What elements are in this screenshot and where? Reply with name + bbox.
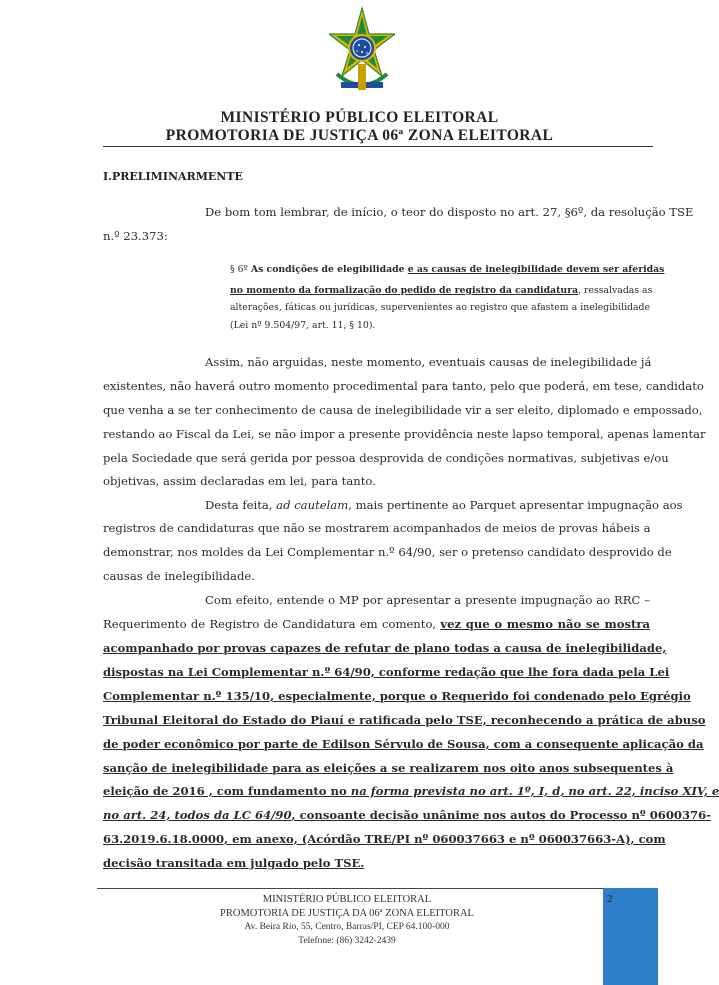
- paragraph-2-line: objetivas, assim declaradas em lei, para tanto.: [103, 474, 376, 488]
- paragraph-4-bold-underlined: Complementar n.º 135/10, especialmente, porque o Requerido foi condenado pelo Egrégio: [103, 689, 691, 703]
- paragraph-4-line: [103, 784, 719, 798]
- paragraph-4-bold-underlined: dispostas na Lei Complementar n.º 64/90, conforme redação que lhe fora dada pela Lei: [103, 665, 670, 679]
- paragraph-4-bold-underlined: Tribunal Eleitoral do Estado do Piauí e ratificada pelo TSE, reconhecendo a prática de abuso: [103, 713, 706, 727]
- quote-bold-underlined: e as causas de inelegibilidade devem ser aferidas: [407, 264, 665, 275]
- header-divider: [103, 146, 653, 147]
- paragraph-4-line: [103, 689, 691, 703]
- paragraph-4-text: Requerimento de Registro de Candidatura em comento,: [103, 617, 441, 631]
- paragraph-4-line: [103, 617, 650, 631]
- paragraph-4-bold-underlined: sanção de inelegibilidade para as eleições a se realizarem nos oito anos subsequentes à: [103, 761, 674, 775]
- paragraph-3-line: causas de inelegibilidade.: [103, 569, 255, 583]
- paragraph-4-bold-underlined: eleição de 2016 , com fundamento no: [103, 784, 351, 798]
- paragraph-4-line: [103, 641, 667, 655]
- paragraph-1-line: n.º 23.373:: [103, 229, 168, 243]
- paragraph-4-line: [103, 856, 650, 870]
- paragraph-3-line: [205, 498, 683, 512]
- quote-line: [230, 264, 665, 275]
- paragraph-4-bold-underlined: , consoante decisão unânime nos autos do Processo nº 0600376-: [291, 808, 711, 822]
- paragraph-3-text: Desta feita,: [205, 498, 277, 512]
- footer-address: Av. Beira Rio, 55, Centro, Barras/PI, CEP 64.100-000: [244, 922, 450, 932]
- paragraph-4-bold-italic-underlined: no art. 24, todos da LC 64/90: [103, 808, 292, 822]
- footer-ministry: MINISTÉRIO PÚBLICO ELEITORAL: [262, 894, 432, 905]
- quote-bold: As condições de elegibilidade: [250, 264, 408, 275]
- paragraph-4-line: [103, 832, 666, 846]
- paragraph-1-line: De bom tom lembrar, de início, o teor do disposto no art. 27, §6º, da resolução TSE: [205, 205, 694, 219]
- section-title: I.PRELIMINARMENTE: [103, 170, 243, 183]
- paragraph-4-bold-italic-underlined: na forma prevista no art. 1º, I, d, no art. 22, inciso XIV, e: [350, 784, 719, 798]
- paragraph-4-line: [103, 761, 674, 775]
- paragraph-4-line: [103, 737, 704, 751]
- paragraph-2-line: restando ao Fiscal da Lei, se não impor a presente providência neste lapso temporal, apenas lamentar: [103, 427, 706, 441]
- quote-line: [230, 285, 653, 296]
- footer-divider: [97, 888, 657, 889]
- header-promotoria-title: PROMOTORIA DE JUSTIÇA 06ª ZONA ELEITORAL: [165, 127, 554, 144]
- paragraph-4-line: [103, 713, 706, 727]
- paragraph-2-line: Assim, não arguidas, neste momento, eventuais causas de inelegibilidade já: [205, 355, 652, 369]
- quote-section-mark: § 6º: [230, 264, 251, 275]
- page-number: 2: [607, 893, 613, 905]
- quote-line: (Lei nº 9.504/97, art. 11, § 10).: [230, 320, 376, 331]
- footer-phone: Telefone: (86) 3242-2439: [298, 936, 396, 946]
- paragraph-4-bold-underlined: de poder econômico por parte de Edilson Sérvulo de Sousa, com a consequente aplicação da: [103, 737, 704, 751]
- paragraph-3-line: registros de candidaturas que não se mostrarem acompanhados de meios de provas hábeis a: [103, 521, 651, 535]
- quote-bold-underlined: no momento da formalização do pedido de registro da candidatura: [230, 285, 579, 296]
- paragraph-4-line: [103, 808, 711, 822]
- paragraph-4-bold-underlined: acompanhado por provas capazes de refutar de plano todas a causa de inelegibilidade,: [103, 641, 667, 655]
- paragraph-3-text: , mais pertinente ao Parquet apresentar impugnação aos: [348, 498, 683, 512]
- quote-line: alterações, fáticas ou jurídicas, supervenientes ao registro que afastem a inelegibilidade: [230, 302, 650, 313]
- paragraph-4-bold-underlined: vez que o mesmo não se mostra: [440, 617, 650, 631]
- brazil-coat-of-arms-emblem: [329, 4, 395, 102]
- header-ministry-title: MINISTÉRIO PÚBLICO ELEITORAL: [220, 109, 499, 126]
- paragraph-4-bold-underlined: 63.2019.6.18.0000, em anexo, (Acórdão TRE/PI nº 060037663 e nº 060037663-A), com: [103, 832, 666, 846]
- footer-promotoria: PROMOTORIA DE JUSTIÇA DA 06ª ZONA ELEITORAL: [220, 908, 474, 919]
- paragraph-3-line: demonstrar, nos moldes da Lei Complementar n.º 64/90, ser o pretenso candidato desprovido de: [103, 545, 672, 559]
- paragraph-2-line: que venha a se ter conhecimento de causa de inelegibilidade vir a ser eleito, diplomado e empossado,: [103, 403, 703, 417]
- paragraph-4-bold-underlined: decisão transitada em julgado pelo TSE.: [103, 856, 365, 870]
- paragraph-3-italic: ad cautelam: [276, 498, 349, 512]
- quote-text: , ressalvadas as: [578, 285, 653, 296]
- paragraph-4-line: Com efeito, entende o MP por apresentar a presente impugnação ao RRC –: [205, 593, 650, 607]
- paragraph-2-line: pela Sociedade que será gerida por pessoa desprovida de condições normativas, subjetivas e/ou: [103, 451, 669, 465]
- paragraph-4-line: [103, 665, 670, 679]
- paragraph-2-line: existentes, não haverá outro momento procedimental para tanto, pelo que poderá, em tese, candidato: [103, 379, 704, 393]
